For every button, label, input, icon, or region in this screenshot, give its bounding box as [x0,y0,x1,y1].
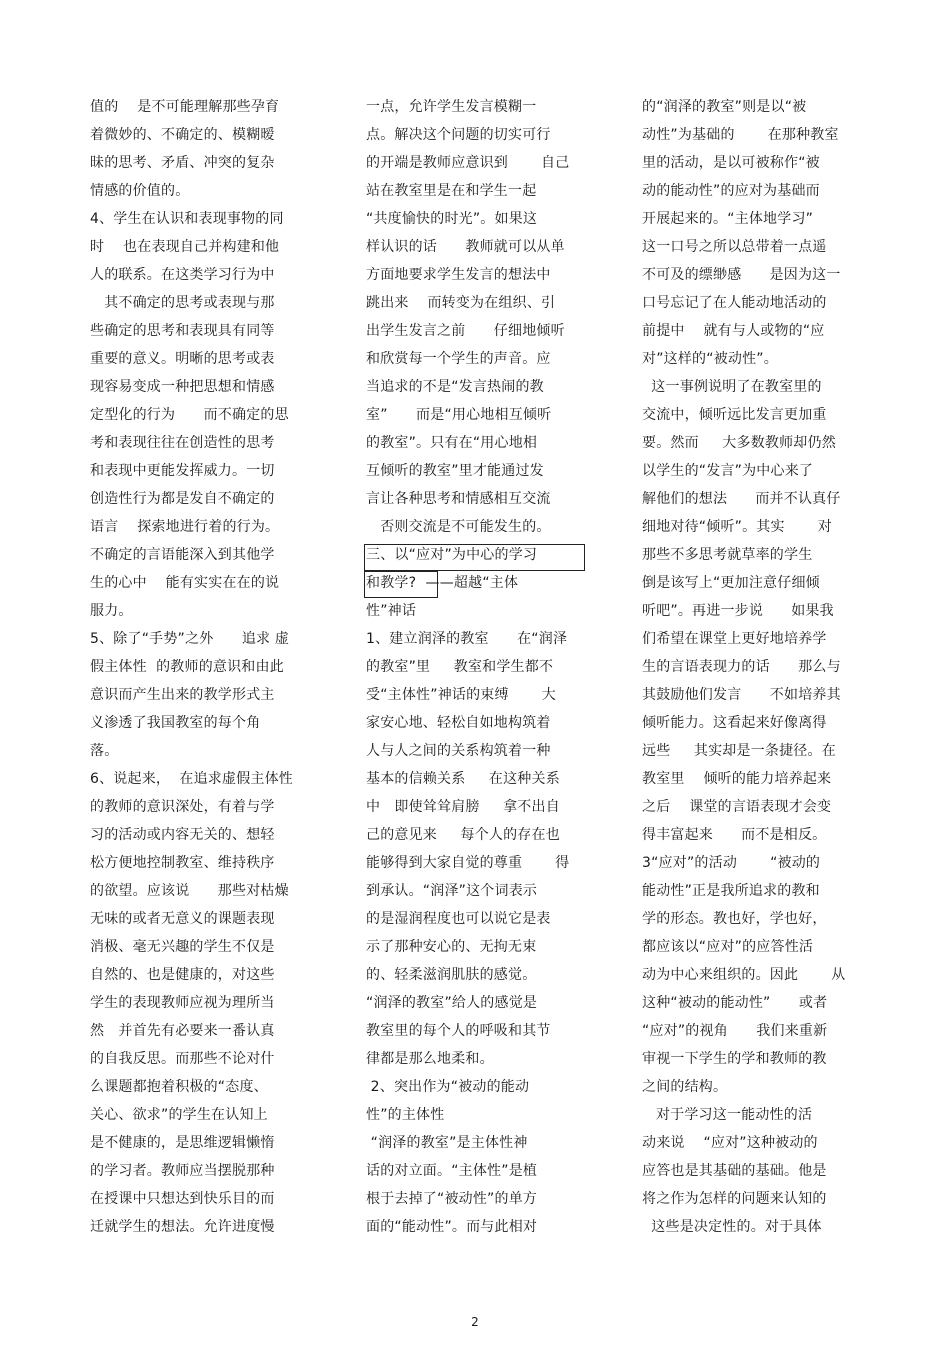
text-line: 这一事例说明了在教室里的 [642,379,822,395]
text-line: 站在教室里是在和学生一起 [366,183,537,199]
text-line: 当追求的不是“发言热闹的教 [366,379,544,395]
text-line: 细地对待“倾听”。其实 对 [642,519,832,535]
text-line: 的学习者。教师应当摆脱那种 [90,1163,275,1179]
text-line: 昧的思考、矛盾、冲突的复杂 [90,155,275,171]
text-line: 和表现中更能发挥威力。一切 [90,463,275,479]
text-line: 倒是该写上“更加注意仔细倾 [642,575,820,591]
text-line: 么课题都抱着积极的“态度、 [90,1079,268,1095]
text-line: 那些不多思考就草率的学生 [642,547,813,563]
text-line: 这些是决定性的。对于具体 [642,1219,822,1235]
text-line: 创造性行为都是发自不确定的 [90,491,275,507]
text-line: 里的活动，是以可被称作“被 [642,155,820,171]
text-line: 语言 探索地进行着的行为。 [90,519,280,535]
text-line: 们希望在课堂上更好地培养学 [642,631,827,647]
text-line: 审视一下学生的学和教师的教 [642,1051,827,1067]
text-line: 交流中，倾听远比发言更加重 [642,407,827,423]
text-line: 性”的主体性 [366,1107,445,1123]
text-line: 能够得到大家自觉的尊重 得 [366,855,570,871]
text-line: 动来说 “应对”这种被动的 [642,1135,818,1151]
text-line: 6、说起来， 在追求虚假主体性 [90,771,294,787]
text-line: 迁就学生的想法。允许进度慢 [90,1219,275,1235]
text-line: 5、除了“手势”之外 追求 虚 [90,631,290,647]
text-line: 中 即使耸耸肩膀 拿不出自 [366,799,560,815]
text-line: 消极、毫无兴趣的学生不仅是 [90,939,275,955]
text-line: 情感的价值的。 [90,183,190,199]
text-line: 考和表现往往在创造性的思考 [90,435,275,451]
text-line: 松方便地控制教室、维持秩序 [90,855,275,871]
text-line: 时 也在表现自己并构建和他 [90,239,280,255]
section-heading-box [364,571,438,598]
text-line: 学的形态。教也好，学也好， [642,911,827,927]
text-line: 着微妙的、不确定的、模糊暧 [90,127,275,143]
text-line: 将之作为怎样的问题来认知的 [642,1191,827,1207]
text-line: 自然的、也是健康的，对这些 [90,967,275,983]
text-line: “应对”的视角 我们来重新 [642,1023,828,1039]
text-line: 然 并首先有必要来一番认真 [90,1023,275,1039]
text-line: 其鼓励他们发言 不如培养其 [642,687,841,703]
text-line: 出学生发言之前 仔细地倾听 [366,323,565,339]
text-line: 点。解决这个问题的切实可行 [366,127,551,143]
text-line: 律都是那么地柔和。 [366,1051,494,1067]
text-line: 互倾听的教室”里才能通过发 [366,463,544,479]
text-line: 教室里 倾听的能力培养起来 [642,771,832,787]
text-line: 无味的或者无意义的课题表现 [90,911,275,927]
text-line: 的教师的意识深处，有着与学 [90,799,275,815]
text-line: 得丰富起来 而不是相反。 [642,827,827,843]
text-line: 人的联系。在这类学习行为中 [90,267,275,283]
text-line: 服力。 [90,603,133,619]
text-line: 其不确定的思考或表现与那 [90,295,275,311]
text-line: 室” 而是“用心地相互倾听 [366,407,552,423]
text-line: 家安心地、轻松自如地构筑着 [366,715,551,731]
text-line: 的、轻柔滋润肌肤的感觉。 [366,967,537,983]
text-line: 在授课中只想达到快乐目的而 [90,1191,275,1207]
text-column-1 [90,93,312,1241]
section-heading-box [364,544,585,571]
text-line: 以学生的“发言”为中心来了 [642,463,814,479]
text-line: 落。 [90,743,119,759]
text-line: 言让各种思考和情感相互交流 [366,491,551,507]
text-line: 话的对立面。“主体性”是植 [366,1163,538,1179]
text-line: 定型化的行为 而不确定的思 [90,407,289,423]
text-line: 习的活动或内容无关的、想轻 [90,827,275,843]
text-line: 动的能动性”的应对为基础而 [642,183,820,199]
text-line: 倾听能力。这看起来好像离得 [642,715,827,731]
text-line: 的教室”。只有在“用心地相 [366,435,538,451]
text-line: 应答也是其基础的基础。他是 [642,1163,827,1179]
text-line: 之后 课堂的言语表现才会变 [642,799,832,815]
text-line: 一点，允许学生发言模糊一 [366,99,537,115]
page-number: 2 [471,1315,479,1329]
text-line: 值的 是不可能理解那些孕育 [90,99,280,115]
text-line: 能动性”正是我所追求的教和 [642,883,820,899]
text-line: 义渗透了我国教室的每个角 [90,715,261,731]
text-line: 前提中 就有与人或物的“应 [642,323,825,339]
text-line: 不可及的缥缈感 是因为这一 [642,267,841,283]
text-line: 假主体性 的教师的意识和由此 [90,659,284,675]
text-line: “共度愉快的时光”。如果这 [366,211,538,227]
text-line: 跳出来 而转变为在组织、引 [366,295,556,311]
text-line: 听吧”。再进一步说 如果我 [642,603,834,619]
text-line: 己的意见来 每个人的存在也 [366,827,560,843]
text-column-3 [642,93,868,1241]
text-line: 和教学? ——超越“主体 [366,575,519,591]
text-line: 学生的表现教师应视为理所当 [90,995,275,1011]
text-line: 生的心中 能有实实在在的说 [90,575,280,591]
text-column-2 [366,93,592,1241]
text-line: 关心、欲求”的学生在认知上 [90,1107,268,1123]
text-line: 不确定的言语能深入到其他学 [90,547,275,563]
text-line: 样认识的话 教师就可以从单 [366,239,565,255]
text-line: 动性”为基础的 在那种教室 [642,127,839,143]
text-line: 人与人之间的关系构筑着一种 [366,743,551,759]
text-line: 教室里的每个人的呼吸和其节 [366,1023,551,1039]
text-line: 对”这样的“被动性”。 [642,351,778,367]
text-line: 的“润泽的教室”则是以“被 [642,99,807,115]
text-line: 生的言语表现力的话 那么与 [642,659,841,675]
text-line: 动为中心来组织的。因此 从 [642,967,846,983]
text-line: 远些 其实却是一条捷径。在 [642,743,836,759]
text-line: 三、以“应对”为中心的学习 [366,547,538,563]
text-line: 是不健康的，是思维逻辑懒惰 [90,1135,275,1151]
text-line: 的自我反思。而那些不论对什 [90,1051,275,1067]
text-line: 示了那种安心的、无拘无束 [366,939,537,955]
text-line: 意识而产生出来的教学形式主 [90,687,275,703]
text-line: 的教室”里 教室和学生都不 [366,659,554,675]
text-line: 2、突出作为“被动的能动 [366,1079,530,1095]
text-line: 重要的意义。明晰的思考或表 [90,351,275,367]
text-line: 之间的结构。 [642,1079,728,1095]
text-line: 解他们的想法 而并不认真仔 [642,491,841,507]
text-line: 面的“能动性”。而与此相对 [366,1219,538,1235]
text-line: 3“应对”的活动 “被动的 [642,855,821,871]
text-line: “润泽的教室”是主体性神 [366,1135,528,1151]
text-line: “润泽的教室”给人的感觉是 [366,995,538,1011]
text-line: 1、建立润泽的教室 在“润泽 [366,631,568,647]
text-line: 口号忘记了在人能动地活动的 [642,295,827,311]
text-line: 性”神话 [366,603,417,619]
text-line: 方面地要求学生发言的想法中 [366,267,551,283]
text-line: 都应该以“应对”的应答性活 [642,939,814,955]
text-line: 受“主体性”神话的束缚 大 [366,687,556,703]
text-line: 基本的信赖关系 在这种关系 [366,771,560,787]
text-line: 开展起来的。“主体地学习” [642,211,814,227]
text-line: 的是湿润程度也可以说它是表 [366,911,551,927]
text-line: 的欲望。应该说 那些对枯燥 [90,883,289,899]
text-line: 到承认。“润泽”这个词表示 [366,883,538,899]
text-line: 些确定的思考和表现具有同等 [90,323,275,339]
text-line: 和欣赏每一个学生的声音。应 [366,351,551,367]
text-line: 这一口号之所以总带着一点遥 [642,239,827,255]
text-line: 对于学习这一能动性的活 [642,1107,813,1123]
text-line: 现容易变成一种把思想和情感 [90,379,275,395]
text-line: 要。然而 大多数教师却仍然 [642,435,836,451]
text-line: 的开端是教师应意识到 自己 [366,155,570,171]
text-line: 这种“被动的能动性” 或者 [642,995,828,1011]
text-line: 根于去掉了“被动性”的单方 [366,1191,538,1207]
text-line: 否则交流是不可能发生的。 [366,519,551,535]
text-line: 4、学生在认识和表现事物的同 [90,211,284,227]
